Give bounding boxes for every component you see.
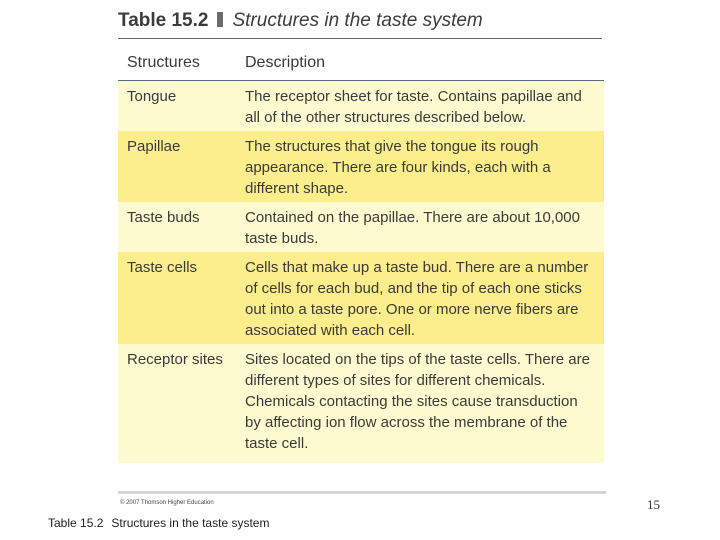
structure-cell: Papillae bbox=[118, 131, 236, 202]
table-row bbox=[118, 81, 604, 132]
structure-cell: Taste buds bbox=[118, 202, 236, 252]
description-cell: Cells that make up a taste bud. There are a number of cells for each bud, and the tip of each one sticks out into a taste pore. One or more nerve fibers are associated with each cell. bbox=[236, 252, 604, 344]
copyright-notice: © 2007 Thomson Higher Education bbox=[120, 500, 214, 506]
structure-cell: Tongue bbox=[118, 81, 236, 132]
description-cell: The structures that give the tongue its rough appearance. There are four kinds, each with a different shape. bbox=[236, 131, 604, 202]
description-cell: Sites located on the tips of the taste cells. There are different types of sites for different chemicals. Chemicals contacting the sites cause transduction by affecting ion flow across the membrane of the taste cell. bbox=[236, 344, 604, 463]
table-title bbox=[118, 8, 604, 38]
structure-cell: Taste cells bbox=[118, 252, 236, 344]
caption-name: Structures in the taste system bbox=[111, 516, 270, 530]
table-bottom-rule bbox=[118, 491, 606, 494]
slide-caption bbox=[48, 516, 269, 530]
table-title-name: Structures in the taste system bbox=[232, 10, 483, 31]
table-row bbox=[118, 252, 604, 344]
title-rule bbox=[118, 38, 602, 39]
table-row bbox=[118, 202, 604, 252]
description-cell: Contained on the papillae. There are about 10,000 taste buds. bbox=[236, 202, 604, 252]
table-header-row bbox=[118, 44, 604, 81]
caption-number: Table 15.2 bbox=[48, 516, 104, 530]
table-row bbox=[118, 344, 604, 463]
structures-table bbox=[118, 44, 604, 463]
structure-cell: Receptor sites bbox=[118, 344, 236, 463]
table-title-number: Table 15.2 bbox=[118, 10, 209, 31]
description-cell: The receptor sheet for taste. Contains papillae and all of the other structures described below. bbox=[236, 81, 604, 132]
page-number: 15 bbox=[647, 497, 660, 512]
column-header-structures: Structures bbox=[118, 44, 236, 81]
column-header-description: Description bbox=[236, 44, 604, 81]
table-row bbox=[118, 131, 604, 202]
title-separator-bar bbox=[217, 12, 223, 27]
